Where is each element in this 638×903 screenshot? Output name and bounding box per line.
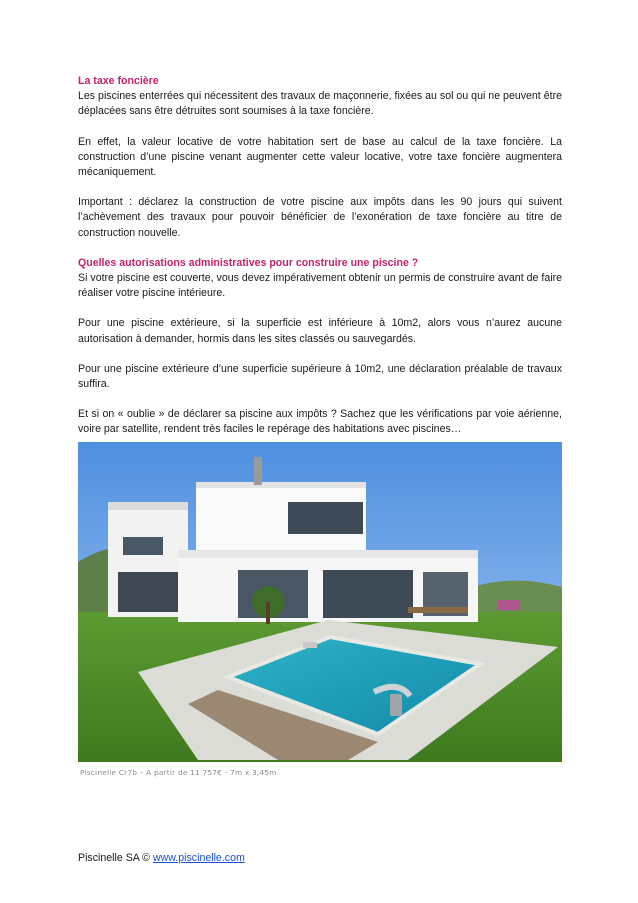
section-autorisations xyxy=(78,256,562,302)
heading-autorisations: Quelles autorisations administratives pour construire une piscine ? xyxy=(78,256,419,269)
pool-house-photo xyxy=(78,442,562,762)
paragraph: Les piscines enterrées qui nécessitent des travaux de maçonnerie, fixées au sol ou qui ne peuvent être déplacées sans être détruites sont soumises à la taxe foncière. xyxy=(78,90,562,118)
photo-caption: Piscinelle Cr7b – A partir de 11 757€ - 7m x 3,45m xyxy=(80,768,277,777)
main-text xyxy=(78,74,562,453)
paragraph: Si votre piscine est couverte, vous devez impérativement obtenir un permis de construire avant de faire réaliser votre piscine intérieure. xyxy=(78,272,562,300)
paragraph: En effet, la valeur locative de votre habitation sert de base au calcul de la taxe foncière. La construction d’une piscine venant augmenter cette valeur locative, votre taxe foncière augmentera mécaniquement. xyxy=(78,135,562,179)
website-link[interactable]: www.piscinelle.com xyxy=(152,852,245,864)
heading-taxe-fonciere: La taxe foncière xyxy=(78,75,159,87)
paragraph: Pour une piscine extérieure, si la superficie est inférieure à 10m2, alors vous n’aurez aucune autorisation à demander, hormis dans les sites classés ou sauvegardés. xyxy=(78,317,562,345)
paragraph: Important : déclarez la construction de votre piscine aux impôts dans les 90 jours qui suivent l’achèvement des travaux pour pouvoir bénéficier de l’exonération de taxe foncière au titre de construction nouvelle. xyxy=(78,196,562,239)
section-taxe xyxy=(78,74,562,120)
footer xyxy=(78,852,562,864)
footer-copyright: Piscinelle SA © xyxy=(78,852,153,864)
paragraph: Pour une piscine extérieure d’une superficie supérieure à 10m2, une déclaration préalable de travaux suffira. xyxy=(78,362,562,391)
paragraph: Et si on « oublie » de déclarer sa piscine aux impôts ? Sachez que les vérifications par voie aérienne, voire par satellite, rendent très faciles le repérage des habitations avec piscines… xyxy=(78,408,562,436)
